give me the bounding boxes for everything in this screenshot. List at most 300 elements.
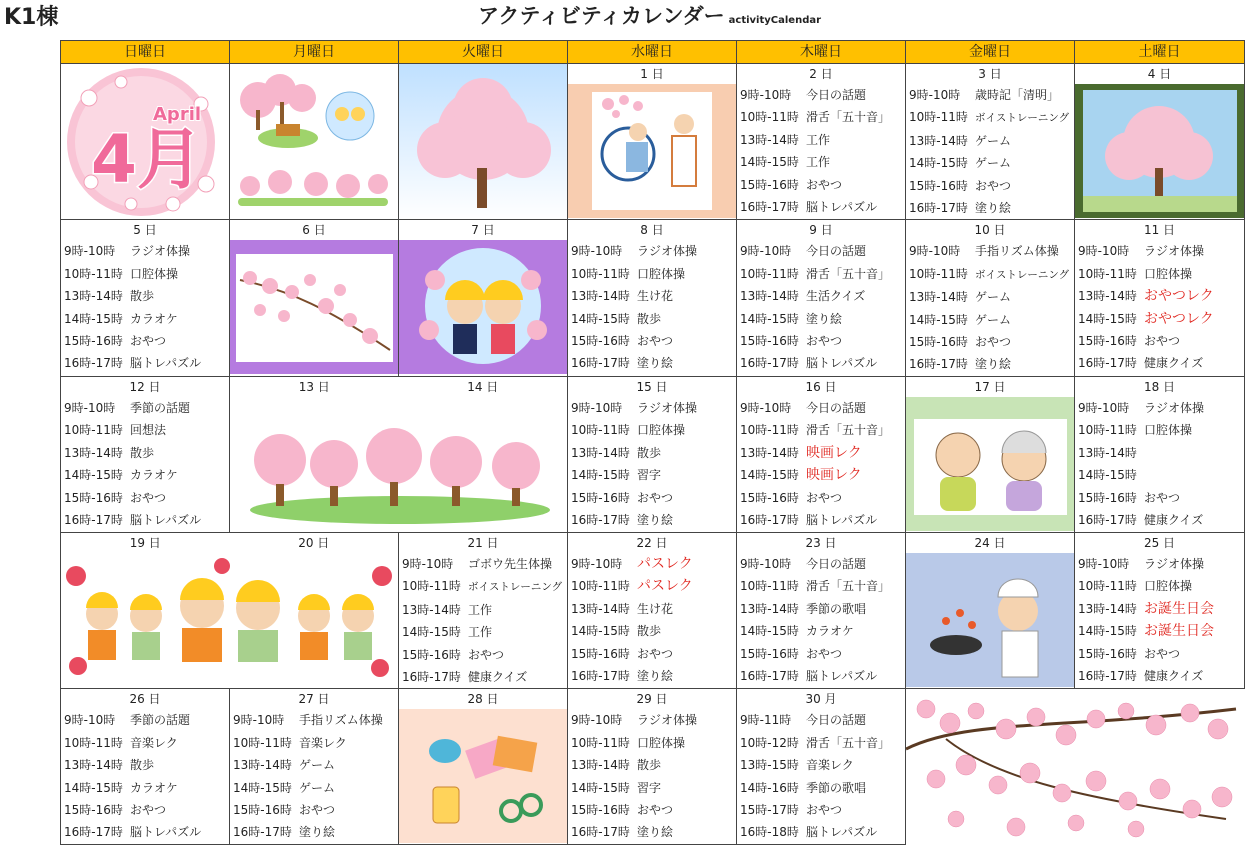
activity-time: 9時-10時 — [571, 556, 623, 571]
day-number: 20 日 — [298, 535, 330, 550]
activity-time: 14時-15時 — [64, 468, 123, 483]
activity-time: 10時-11時 — [740, 579, 799, 594]
activity-name: 塗り絵 — [975, 201, 1012, 216]
activity-time: 10時-11時 — [909, 266, 968, 281]
day-number: 23 日 — [805, 535, 837, 550]
cherry-trees-row-icon — [230, 398, 568, 532]
activity-time: 14時-15時 — [571, 624, 630, 639]
day-number: 8 日 — [640, 223, 664, 238]
day-cell — [61, 376, 230, 532]
day-cell — [1075, 376, 1245, 532]
activity-row — [1075, 487, 1244, 509]
day-number: 6 日 — [302, 223, 326, 238]
activity-name: 健康クイズ — [1144, 668, 1204, 683]
day-number: 27 日 — [298, 692, 330, 707]
activity-row — [568, 442, 736, 464]
activity-name: 手指リズム体操 — [299, 713, 383, 728]
activity-row — [61, 487, 229, 509]
activity-row — [737, 263, 905, 285]
day-number: 9 日 — [809, 223, 833, 238]
activity-row — [737, 754, 905, 776]
activity-row — [1075, 464, 1244, 486]
activity-row — [61, 509, 229, 531]
activity-row — [568, 777, 736, 799]
activity-name: 散歩 — [637, 624, 662, 639]
activity-time: 13時-14時 — [571, 289, 630, 304]
activity-name: 習字 — [637, 780, 662, 795]
activity-row — [737, 397, 905, 419]
activity-time: 13時-14時 — [571, 601, 630, 616]
week-row — [61, 220, 1245, 376]
activity-row — [1075, 575, 1244, 597]
day-number: 30 月 — [805, 692, 837, 707]
activity-name: パスレク — [637, 555, 693, 572]
activity-name: おやつ — [130, 334, 167, 349]
activity-time: 16時-17時 — [571, 825, 630, 840]
activity-time: 9時-10時 — [571, 713, 623, 728]
activity-name: おやつ — [637, 646, 674, 661]
activity-name: 脳トレパズル — [130, 356, 202, 371]
activity-name: ボイストレーニング — [468, 581, 563, 594]
weekday-header-row — [61, 41, 1245, 64]
activity-row — [61, 352, 229, 374]
activity-time: 13時-14時 — [909, 290, 968, 305]
activity-row — [737, 665, 905, 687]
activity-time: 15時-16時 — [64, 334, 123, 349]
day-cell — [906, 220, 1075, 376]
activity-row — [737, 151, 905, 173]
activity-name: おやつ — [806, 177, 843, 192]
activity-row — [737, 240, 905, 262]
activity-row — [568, 799, 736, 821]
activity-row — [568, 464, 736, 486]
activity-row — [737, 821, 905, 843]
activity-row — [61, 709, 229, 731]
activity-row — [737, 799, 905, 821]
cherry-tree-icon — [399, 64, 568, 219]
activity-name: 工作 — [468, 602, 493, 617]
activity-time: 14時-15時 — [571, 311, 630, 326]
april-logo-month: 4月 — [91, 121, 203, 198]
page-title — [478, 0, 821, 30]
activity-list — [568, 709, 736, 843]
activity-name: 工作 — [806, 155, 831, 170]
activity-time: 13時-14時 — [571, 758, 630, 773]
activity-name: 生活クイズ — [806, 289, 866, 304]
activity-name: 健康クイズ — [1144, 512, 1204, 527]
activity-time: 16時-17時 — [740, 356, 799, 371]
activity-row — [737, 464, 905, 486]
activity-time: 15時-16時 — [64, 802, 123, 817]
activity-time: 10時-11時 — [64, 735, 123, 750]
activity-row — [1075, 330, 1244, 352]
activity-row — [568, 285, 736, 307]
activity-name: 散歩 — [637, 758, 662, 773]
week-row — [61, 64, 1245, 220]
activity-name: 歳時記「清明」 — [975, 88, 1060, 102]
activity-name: 回想法 — [130, 423, 167, 438]
activity-time: 13時-14時 — [1078, 601, 1137, 616]
activity-row — [230, 709, 398, 731]
activity-row — [1075, 240, 1244, 262]
activity-time: 9時-10時 — [1078, 244, 1130, 259]
activity-time: 15時-16時 — [1078, 490, 1137, 505]
activity-row — [61, 754, 229, 776]
activity-name: お誕生日会 — [1144, 600, 1214, 617]
activity-row — [568, 509, 736, 531]
activity-time: 15時-16時 — [402, 647, 461, 662]
activity-name: 今日の話題 — [806, 400, 867, 415]
activity-time: 10時-11時 — [571, 423, 630, 438]
activity-row — [737, 419, 905, 441]
activity-row — [399, 644, 567, 666]
activity-time: 10時-11時 — [233, 735, 292, 750]
activity-list — [737, 553, 905, 687]
wheelchair-caregiver-icon — [568, 84, 737, 218]
activity-name: ラジオ体操 — [1144, 400, 1205, 415]
activity-name: 滑舌「五十音」 — [806, 735, 891, 750]
activity-name: おやつレク — [1144, 288, 1214, 305]
activity-time: 10時-11時 — [740, 423, 799, 438]
activity-row — [1075, 509, 1244, 531]
activity-row — [1075, 308, 1244, 330]
day-number: 29 日 — [636, 692, 668, 707]
activity-time: 14時-15時 — [64, 311, 123, 326]
activity-row — [737, 196, 905, 218]
activity-time: 14時-16時 — [740, 780, 799, 795]
activity-list — [568, 553, 736, 687]
activity-time: 15時-16時 — [740, 490, 799, 505]
activity-time: 15時-16時 — [740, 646, 799, 661]
activity-row — [568, 620, 736, 642]
activity-row — [737, 509, 905, 531]
activity-row — [61, 285, 229, 307]
activity-row — [737, 129, 905, 151]
day-cell — [61, 220, 230, 376]
activity-name: 散歩 — [130, 758, 155, 773]
activity-time: 15時-16時 — [740, 177, 799, 192]
activity-time: 13時-14時 — [740, 132, 799, 147]
day-number: 2 日 — [809, 67, 833, 81]
activity-name: おやつ — [806, 802, 843, 817]
activity-time: 10時-11時 — [571, 579, 630, 594]
day-number: 24 日 — [974, 535, 1006, 550]
activity-name: ゲーム — [975, 312, 1012, 327]
day-cell — [737, 376, 906, 532]
activity-row — [568, 643, 736, 665]
activity-time: 14時-15時 — [571, 468, 630, 483]
activity-name: おやつ — [975, 178, 1012, 193]
activity-row — [1075, 643, 1244, 665]
activity-time: 13時-14時 — [402, 602, 461, 617]
activity-name: ラジオ体操 — [637, 713, 698, 728]
activity-name: 塗り絵 — [299, 825, 336, 840]
activity-row — [737, 174, 905, 196]
activity-time: 10時-11時 — [64, 266, 123, 281]
activity-time: 9時-10時 — [233, 713, 285, 728]
activity-row — [399, 575, 567, 598]
activity-name: 音楽レク — [130, 735, 178, 750]
activity-name: ゲーム — [975, 290, 1012, 305]
activity-row — [906, 152, 1074, 174]
activity-time: 16時-17時 — [571, 512, 630, 527]
activity-name: 口腔体操 — [637, 735, 686, 750]
activity-time: 10時-11時 — [740, 110, 799, 125]
activity-time: 9時-10時 — [1078, 556, 1130, 571]
activity-time: 9時-10時 — [571, 400, 623, 415]
activity-time: 14時-15時 — [740, 155, 799, 170]
activity-name: おやつ — [806, 490, 843, 505]
activity-time: 16時-17時 — [1078, 356, 1137, 371]
day-number: 16 日 — [805, 379, 837, 394]
activity-list — [906, 84, 1074, 219]
activity-name: 音楽レク — [806, 758, 854, 773]
activity-time: 15時-16時 — [909, 335, 968, 350]
activity-name: カラオケ — [130, 780, 178, 795]
activity-name: おやつ — [299, 802, 336, 817]
activity-time: 10時-11時 — [1078, 266, 1137, 281]
activity-time: 15時-16時 — [1078, 334, 1137, 349]
day-number: 15 日 — [636, 379, 668, 394]
day-cell — [568, 532, 737, 688]
activity-list — [906, 240, 1074, 375]
activity-row — [230, 821, 398, 843]
activity-time: 13時-14時 — [740, 289, 799, 304]
activity-row — [737, 84, 905, 106]
activity-row — [906, 353, 1074, 375]
blossom-cell — [906, 689, 1245, 845]
activity-name: おやつ — [130, 802, 167, 817]
activity-name: 滑舌「五十音」 — [806, 110, 891, 125]
activity-row — [1075, 285, 1244, 307]
activity-name: 塗り絵 — [806, 311, 843, 326]
activity-list — [61, 709, 229, 843]
activity-row — [1075, 352, 1244, 374]
activity-name: 手指リズム体操 — [975, 244, 1059, 259]
activity-time: 9時-10時 — [740, 400, 792, 415]
day-cell — [230, 689, 399, 845]
day-number: 3 日 — [978, 67, 1002, 81]
activity-row — [737, 308, 905, 330]
activity-name: おやつ — [1144, 490, 1181, 505]
building-label: K1棟 — [4, 5, 59, 30]
activity-name: ラジオ体操 — [130, 244, 191, 259]
day-cell — [906, 64, 1075, 220]
activity-list — [568, 240, 736, 374]
activity-list — [399, 553, 567, 688]
activity-name: 塗り絵 — [637, 668, 674, 683]
activity-time: 14時-15時 — [402, 625, 461, 640]
activity-row — [1075, 553, 1244, 575]
activity-time: 13時-14時 — [64, 758, 123, 773]
day-cell — [906, 376, 1075, 532]
day-cell — [568, 64, 737, 220]
weekday-tue: 火曜日 — [399, 41, 568, 64]
activity-list — [1075, 397, 1244, 531]
activity-name: おやつ — [637, 490, 674, 505]
activity-name: 脳トレパズル — [806, 356, 878, 371]
activity-row — [568, 732, 736, 754]
activity-name: 健康クイズ — [1144, 356, 1204, 371]
activity-name: おやつ — [806, 646, 843, 661]
activity-row — [568, 263, 736, 285]
activity-time: 10時-11時 — [1078, 579, 1137, 594]
activity-name: 脳トレパズル — [806, 512, 878, 527]
activity-name: ボイストレーニング — [975, 112, 1070, 125]
activity-row — [1075, 397, 1244, 419]
activity-row — [568, 419, 736, 441]
activity-row — [568, 598, 736, 620]
activity-time: 9時-10時 — [64, 400, 116, 415]
activity-name: 季節の歌唱 — [806, 780, 867, 795]
elderly-couple-icon — [906, 397, 1075, 531]
april-icon-cell — [61, 64, 230, 220]
activity-time: 9時-10時 — [909, 88, 961, 102]
activity-time: 14時-15時 — [740, 624, 799, 639]
activity-row — [906, 197, 1074, 219]
marching-kids-icon — [62, 556, 396, 686]
activity-row — [737, 777, 905, 799]
activity-name: 今日の話題 — [806, 244, 867, 259]
activity-row — [568, 754, 736, 776]
day-cell — [1075, 220, 1245, 376]
week-row — [61, 689, 1245, 845]
day-cell — [1075, 532, 1245, 688]
activity-name: お誕生日会 — [1144, 623, 1214, 640]
activity-name: カラオケ — [130, 311, 178, 326]
activity-time: 10時-11時 — [402, 579, 461, 594]
activity-time: 13時-15時 — [740, 758, 799, 773]
activity-row — [568, 240, 736, 262]
activity-time: 16時-17時 — [571, 356, 630, 371]
activity-row — [568, 665, 736, 687]
activity-name: 滑舌「五十音」 — [806, 579, 891, 594]
activity-row — [568, 487, 736, 509]
day-cell — [399, 220, 568, 376]
activity-time: 10時-11時 — [909, 110, 968, 125]
day-cell — [568, 220, 737, 376]
activity-time: 13時-14時 — [1078, 289, 1137, 304]
activity-time: 14時-15時 — [233, 780, 292, 795]
activity-name: 今日の話題 — [806, 713, 867, 728]
day-number: 19 日 — [129, 535, 161, 550]
activity-time: 16時-17時 — [740, 668, 799, 683]
april-logo-word: April — [153, 104, 202, 125]
activity-name: おやつ — [1144, 646, 1181, 661]
day-number: 18 日 — [1143, 379, 1176, 394]
activity-row — [230, 732, 398, 754]
activity-row — [737, 643, 905, 665]
title-subtitle: activityCalendar — [728, 15, 822, 26]
activity-time: 15時-16時 — [571, 802, 630, 817]
activity-list — [737, 709, 905, 843]
day-cell — [737, 689, 906, 845]
weekday-mon: 月曜日 — [230, 41, 399, 64]
activity-row — [906, 309, 1074, 331]
activity-name: カラオケ — [130, 468, 178, 483]
activity-name: 音楽レク — [299, 735, 347, 750]
activity-time: 16時-17時 — [64, 512, 123, 527]
activity-list — [61, 397, 229, 531]
activity-name: 塗り絵 — [637, 825, 674, 840]
weekday-thu: 木曜日 — [737, 41, 906, 64]
activity-row — [568, 575, 736, 597]
day-cell — [906, 532, 1075, 688]
activity-time: 9時-10時 — [402, 556, 454, 571]
day-cell — [1075, 64, 1245, 220]
activity-row — [906, 331, 1074, 353]
activity-time: 15時-16時 — [64, 490, 123, 505]
activity-row — [568, 709, 736, 731]
activity-name: 今日の話題 — [806, 556, 867, 571]
activity-time: 14時-15時 — [571, 780, 630, 795]
activity-row — [906, 130, 1074, 152]
activity-row — [61, 777, 229, 799]
activity-list — [61, 240, 229, 374]
day-number: 1 日 — [640, 67, 664, 81]
activity-row — [61, 799, 229, 821]
day-cell — [399, 532, 568, 688]
activity-time: 9時-10時 — [909, 244, 961, 259]
activity-time: 15時-16時 — [909, 178, 968, 193]
day-cell — [737, 532, 906, 688]
activity-row — [568, 553, 736, 575]
activity-list — [230, 709, 398, 843]
activity-name: 映画レク — [806, 444, 862, 461]
cherry-picnic-icon — [230, 64, 399, 219]
activity-time: 13時-14時 — [571, 445, 630, 460]
activity-name: 生け花 — [637, 601, 674, 616]
activity-name: 口腔体操 — [637, 423, 686, 438]
activity-time: 9時-10時 — [64, 713, 116, 728]
activity-name: 季節の歌唱 — [806, 601, 867, 616]
activity-row — [1075, 598, 1244, 620]
activity-name: ゲーム — [975, 156, 1012, 171]
day-number: 21 日 — [467, 535, 499, 550]
april-month-icon — [61, 64, 230, 219]
activity-time: 15時-16時 — [571, 490, 630, 505]
activity-name: 今日の話題 — [806, 88, 867, 102]
activity-row — [61, 240, 229, 262]
activity-name: 脳トレパズル — [806, 668, 878, 683]
activity-name: 工作 — [806, 132, 831, 147]
activity-row — [906, 106, 1074, 129]
activity-row — [230, 754, 398, 776]
activity-row — [399, 599, 567, 621]
activity-time: 9時-10時 — [64, 244, 116, 259]
day-number: 22 日 — [636, 535, 668, 550]
day-cell — [399, 689, 568, 845]
activity-name: パスレク — [637, 578, 693, 595]
activity-name: 滑舌「五十音」 — [806, 423, 891, 438]
activity-row — [61, 308, 229, 330]
cherry-blossom-branch-icon — [906, 689, 1245, 844]
activity-list — [737, 84, 905, 218]
activity-time: 13時-14時 — [64, 289, 123, 304]
day-number: 17 日 — [974, 379, 1006, 394]
activity-time: 9時-10時 — [1078, 400, 1130, 415]
weekday-wed: 水曜日 — [568, 41, 737, 64]
activity-row — [1075, 263, 1244, 285]
day-cell — [568, 689, 737, 845]
activity-row — [568, 352, 736, 374]
activity-row — [737, 732, 905, 754]
activity-row — [737, 442, 905, 464]
weekday-sun: 日曜日 — [61, 41, 230, 64]
craft-tools-icon — [399, 709, 568, 843]
activity-name: 脳トレパズル — [130, 825, 202, 840]
activity-name: 健康クイズ — [468, 669, 528, 684]
